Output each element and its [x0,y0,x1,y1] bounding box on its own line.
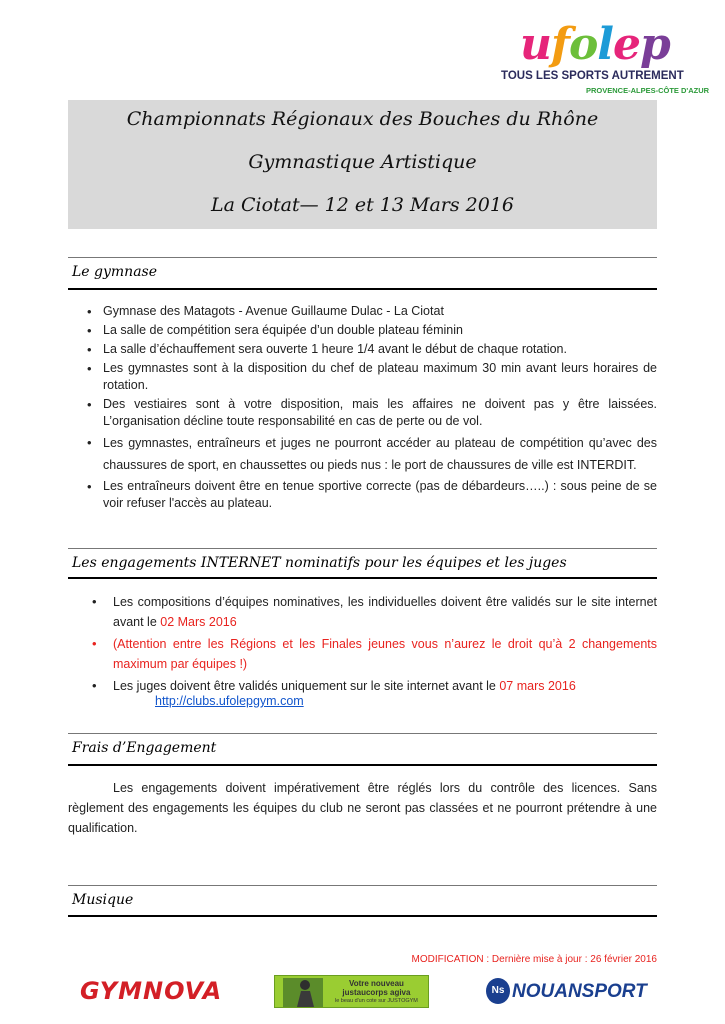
logo-letter: o [568,19,598,70]
title-line-3: La Ciotat— 12 et 13 Mars 2016 [210,194,515,216]
list-item: • Les gymnastes, entraîneurs et juges ne pourront accéder au plateau de compétition qu’avec des chaussures de sport, en chaussettes ou pieds nus : le port de chaussures de ville est INTERDIT. [68,432,657,476]
banner-line-2: justaucorps agiva [342,988,411,997]
engagement-text: Les compositions d’équipes nominatives, les individuelles doivent être validés sur le site internet avant le [113,595,657,629]
logo-letter: l [597,19,614,70]
list-item: • Les entraîneurs doivent être en tenue sportive correcte (pas de débardeurs…..) : sous peine de se voir refuser l'accès au plateau. [68,478,657,512]
logo-region: PROVENCE-ALPES-CÔTE D'AZUR [586,86,710,95]
banner-line-3: le beau d'un cote sur JUSTOGYM [335,998,418,1004]
gymnova-logo: GYMNOVA [80,977,223,1005]
section-divider [68,257,657,258]
nouansport-text: NOUANSPORT [512,981,647,1002]
list-item: • Les gymnastes sont à la disposition du chef de plateau maximum 30 min avant leurs horaires de rotation. [68,360,657,394]
section-divider [68,885,657,886]
section-heading-musique: Musique [72,892,134,908]
justaucorps-banner [274,975,429,1008]
logo-letter: p [640,19,670,70]
nouansport-logo [486,975,647,1008]
nouansport-badge: Ns [486,978,510,1004]
logo-letter: e [613,19,641,70]
section-divider [68,733,657,734]
banner-line-1: Votre nouveau [348,979,404,988]
logo-letter: f [551,19,569,70]
section-divider [68,548,657,549]
engagement-warning: (Attention entre les Régions et les Finales jeunes vous n’aurez le droit qu’à 2 changements maximum par équipes !) [113,637,657,671]
deadline-date: 07 mars 2016 [499,679,576,693]
clubs-link[interactable]: http://clubs.ufolepgym.com [155,694,304,708]
section-divider [68,288,657,290]
section-heading-engagements: Les engagements INTERNET nominatifs pour les équipes et les juges [72,555,567,571]
list-item: • Des vestiaires sont à votre disposition, mais les affaires ne doivent pas y être laissées. L’organisation décline toute responsabilité en cas de perte ou de vol. [68,396,657,430]
section-heading-frais: Frais d’Engagement [72,740,217,756]
ufolep-wordmark [520,20,670,70]
gymnast-figure-icon [283,978,323,1007]
section-divider [68,764,657,766]
logo-tagline-1: TOUS LES SPORTS [501,70,609,82]
justaucorps-text [335,979,418,1006]
section-divider [68,577,657,579]
ufolep-logo [498,20,708,100]
logo-tagline [501,70,684,82]
list-item [68,676,657,696]
engagement-text: Les juges doivent être validés uniquement sur le site internet avant le [113,679,500,693]
logo-letter: u [520,19,551,70]
gymnase-list [68,303,657,514]
section-divider [68,915,657,917]
title-line-2: Gymnastique Artistique [248,151,477,173]
deadline-date: 02 Mars 2016 [160,615,237,629]
clubs-link-wrapper [155,694,304,708]
modification-note: MODIFICATION : Dernière mise à jour : 26 février 2016 [411,954,657,965]
list-item [68,592,657,632]
list-item: • La salle de compétition sera équipée d’un double plateau féminin [68,322,657,339]
list-item: • La salle d’échauffement sera ouverte 1 heure 1/4 avant le début de chaque rotation. [68,341,657,358]
engagements-list [68,592,657,698]
frais-paragraph: Les engagements doivent impérativement être réglés lors du contrôle des licences. Sans règlement des engagements les équipes du club ne seront pas classées et ne pourront prétendre à une qualification. [68,781,657,835]
list-item [68,634,657,674]
list-item: • Gymnase des Matagots - Avenue Guillaume Dulac - La Ciotat [68,303,657,320]
logo-tagline-2: AUTREMENT [611,70,684,82]
title-block [68,100,657,229]
title-line-1: Championnats Régionaux des Bouches du Rhône [126,108,599,130]
section-heading-gymnase: Le gymnase [72,264,158,280]
